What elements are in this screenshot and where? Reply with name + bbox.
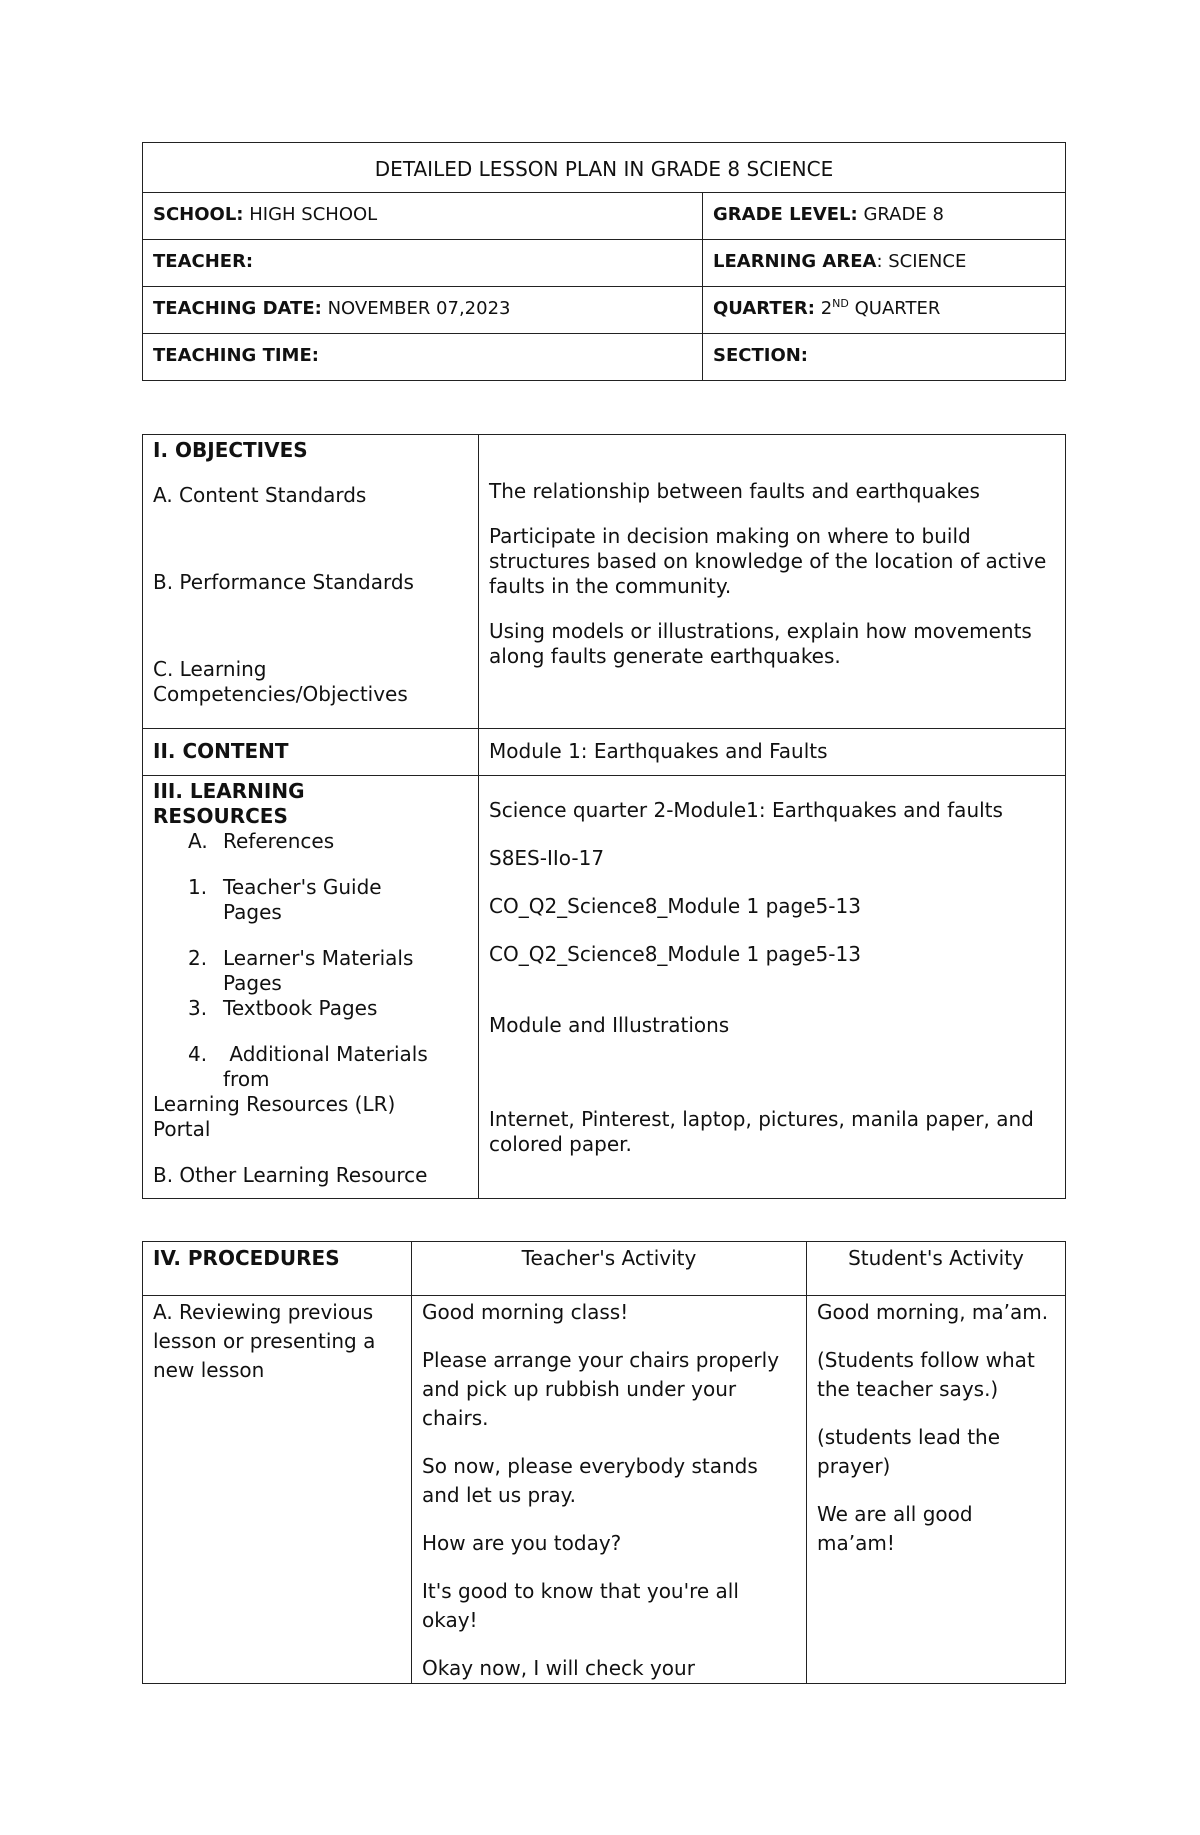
section-field: SECTION:: [703, 334, 1066, 381]
procedures-header-row: [143, 1242, 1066, 1296]
content-row: [143, 729, 1066, 776]
objectives-row: [143, 435, 1066, 729]
school-field: SCHOOL: HIGH SCHOOL: [143, 193, 703, 240]
student-activity-header: Student's Activity: [807, 1242, 1066, 1296]
procedures-row-a: [143, 1296, 1066, 1684]
teaching-time-field: TEACHING TIME:: [143, 334, 703, 381]
content-label: II. CONTENT: [143, 729, 479, 776]
teacher-activity-header: Teacher's Activity: [412, 1242, 807, 1296]
procedures-heading: IV. PROCEDURES: [143, 1242, 412, 1296]
content-value: Module 1: Earthquakes and Faults: [479, 729, 1066, 776]
learning-area-field: LEARNING AREA: SCIENCE: [703, 240, 1066, 287]
student-activity-cell: Good morning, ma’am. (Students follow what the teacher says.) (students lead the prayer) We are all good ma’am!: [807, 1296, 1066, 1684]
resources-row: [143, 776, 1066, 1199]
quarter-field: QUARTER: 2ND QUARTER: [703, 287, 1066, 334]
teacher-activity-cell: Good morning class! Please arrange your chairs properly and pick up rubbish under your chairs. So now, please everybody stands and let us pray. How are you today? It's good to know that you're all okay! Okay now, I will check your: [412, 1296, 807, 1684]
objectives-labels: I. OBJECTIVES A. Content Standards B. Performance Standards C. Learning Competencies/Objectives: [143, 435, 479, 729]
grade-level-field: GRADE LEVEL: GRADE 8: [703, 193, 1066, 240]
teacher-field: TEACHER:: [143, 240, 703, 287]
objectives-values: The relationship between faults and earthquakes Participate in decision making on where to build structures based on knowledge of the location of active faults in the community. Using models or illustrations, explain how movements along faults generate earthquakes.: [479, 435, 1066, 729]
header-table: [142, 142, 1066, 381]
resources-labels: III. LEARNING RESOURCES A. References 1. Teacher's Guide Pages 2. Learner's Materials Pages 3. Textbook Pages 4. Additional Materials from Learning Resources (LR) Portal B. Other Learning Resource: [143, 776, 479, 1199]
teaching-date-field: TEACHING DATE: NOVEMBER 07,2023: [143, 287, 703, 334]
procedure-a-label: A. Reviewing previous lesson or presenting a new lesson: [143, 1296, 412, 1684]
procedures-table: [142, 1241, 1066, 1684]
lesson-details-table: [142, 434, 1066, 1199]
page-title: DETAILED LESSON PLAN IN GRADE 8 SCIENCE: [143, 143, 1066, 193]
resources-values: Science quarter 2-Module1: Earthquakes and faults S8ES-IIo-17 CO_Q2_Science8_Module 1 page5-13 CO_Q2_Science8_Module 1 page5-13 Module and Illustrations Internet, Pinterest, laptop, pictures, manila paper, and colored paper.: [479, 776, 1066, 1199]
